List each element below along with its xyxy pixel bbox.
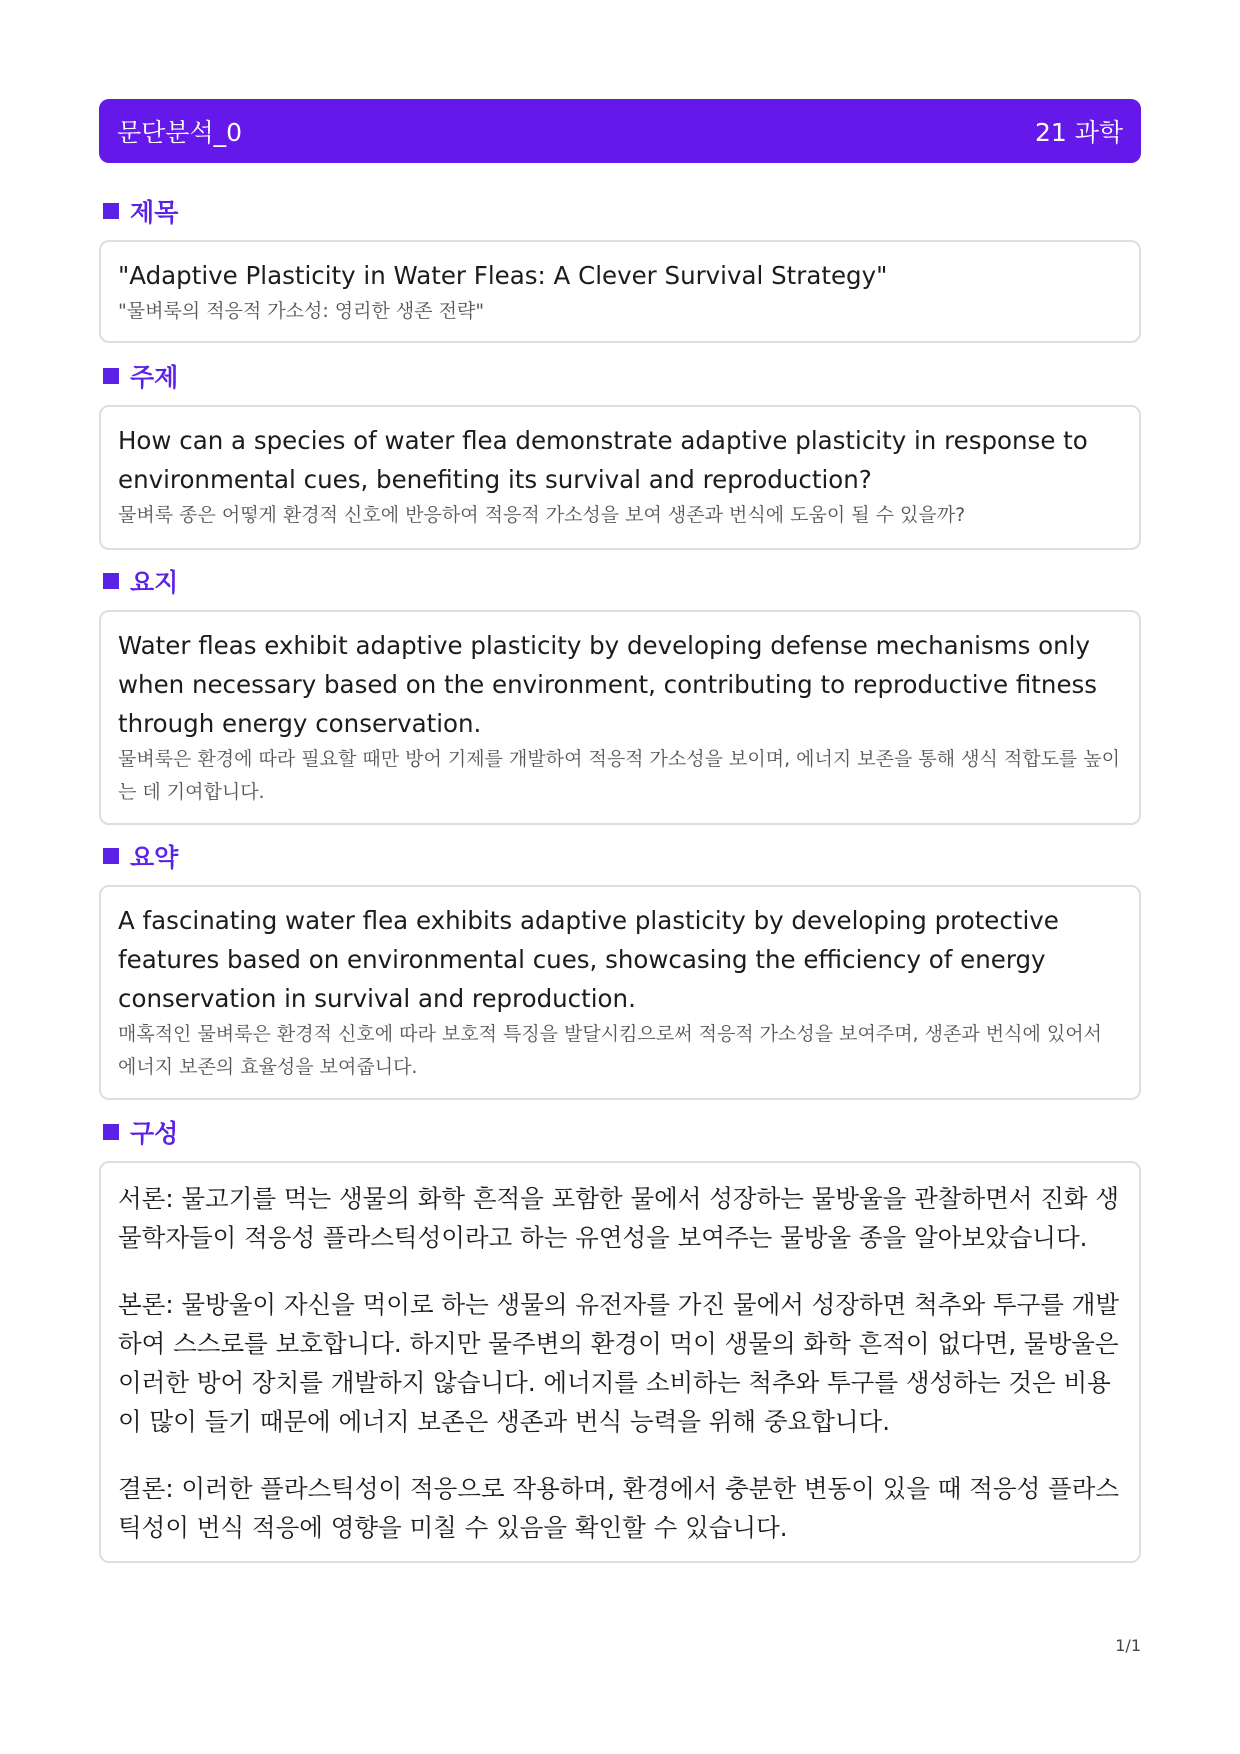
section-title (99, 195, 1141, 322)
title-card (99, 240, 1141, 343)
topic-en: How can a species of water flea demonstrate adaptive plasticity in response to environmental cues, benefiting its survival and reproduction? (118, 426, 1088, 494)
gist-card (99, 610, 1141, 825)
document-title: 문단분석_0 (117, 118, 243, 147)
structure-card (99, 1161, 1141, 1563)
section-structure (99, 1116, 1141, 1542)
section-summary (99, 840, 1141, 1078)
section-heading-structure: 구성 (103, 1116, 1141, 1148)
header-bar (99, 99, 1141, 163)
gist-en: Water fleas exhibit adaptive plasticity by developing defense mechanisms only when necessary based on the environment, contributing to reproductive fitness through energy conservation. (118, 631, 1098, 738)
structure-body: 본론: 물방울이 자신을 먹이로 하는 생물의 유전자를 가진 물에서 성장하면 척추와 투구를 개발하여 스스로를 보호합니다. 하지만 물주변의 환경이 먹이 생물의 화학 흔적이 없다면, 물방울은 이러한 방어 장치를 개발하지 않습니다. 에너지를 소비하는 척추와 투구를 생성하는 것은 비용이 많이 들기 때문에 에너지 보존은 생존과 번식 능력을 위해 중요합니다. (118, 1290, 1120, 1436)
section-gist (99, 565, 1141, 803)
summary-card (99, 885, 1141, 1100)
section-heading-title: 제목 (103, 195, 1141, 227)
summary-ko: 매혹적인 물벼룩은 환경적 신호에 따라 보호적 특징을 발달시킴으로써 적응적 가소성을 보여주며, 생존과 번식에 있어서 에너지 보존의 효율성을 보여줍니다. (118, 1023, 1102, 1078)
topic-ko: 물벼룩 종은 어떻게 환경적 신호에 반응하여 적응적 가소성을 보여 생존과 번식에 도움이 될 수 있을까? (118, 504, 966, 526)
topic-card (99, 405, 1141, 550)
page-number: 1/1 (1115, 1636, 1141, 1655)
structure-intro: 서론: 물고기를 먹는 생물의 화학 흔적을 포함한 물에서 성장하는 물방울을 관찰하면서 진화 생물학자들이 적응성 플라스틱성이라고 하는 유연성을 보여주는 물방울 종을 알아보았습니다. (118, 1184, 1120, 1252)
structure-conclusion: 결론: 이러한 플라스틱성이 적응으로 작용하며, 환경에서 충분한 변동이 있을 때 적응성 플라스틱성이 번식 적응에 영향을 미칠 수 있음을 확인할 수 있습니다. (118, 1474, 1120, 1542)
square-bullet-icon (103, 203, 119, 219)
square-bullet-icon (103, 1124, 119, 1140)
section-heading-gist: 요지 (103, 565, 1141, 597)
section-topic (99, 360, 1141, 526)
section-heading-summary: 요약 (103, 840, 1141, 872)
gist-ko: 물벼룩은 환경에 따라 필요할 때만 방어 기제를 개발하여 적응적 가소성을 보이며, 에너지 보존을 통해 생식 적합도를 높이는 데 기여합니다. (118, 748, 1121, 803)
square-bullet-icon (103, 848, 119, 864)
square-bullet-icon (103, 573, 119, 589)
summary-en: A fascinating water flea exhibits adaptive plasticity by developing protective features based on environmental cues, showcasing the efficiency of energy conservation in survival and reproduction. (118, 906, 1059, 1013)
title-en: "Adaptive Plasticity in Water Fleas: A Clever Survival Strategy" (118, 261, 888, 290)
square-bullet-icon (103, 368, 119, 384)
title-ko: "물벼룩의 적응적 가소성: 영리한 생존 전략" (118, 300, 485, 322)
section-heading-topic: 주제 (103, 360, 1141, 392)
subject-label: 21 과학 (1034, 118, 1123, 147)
